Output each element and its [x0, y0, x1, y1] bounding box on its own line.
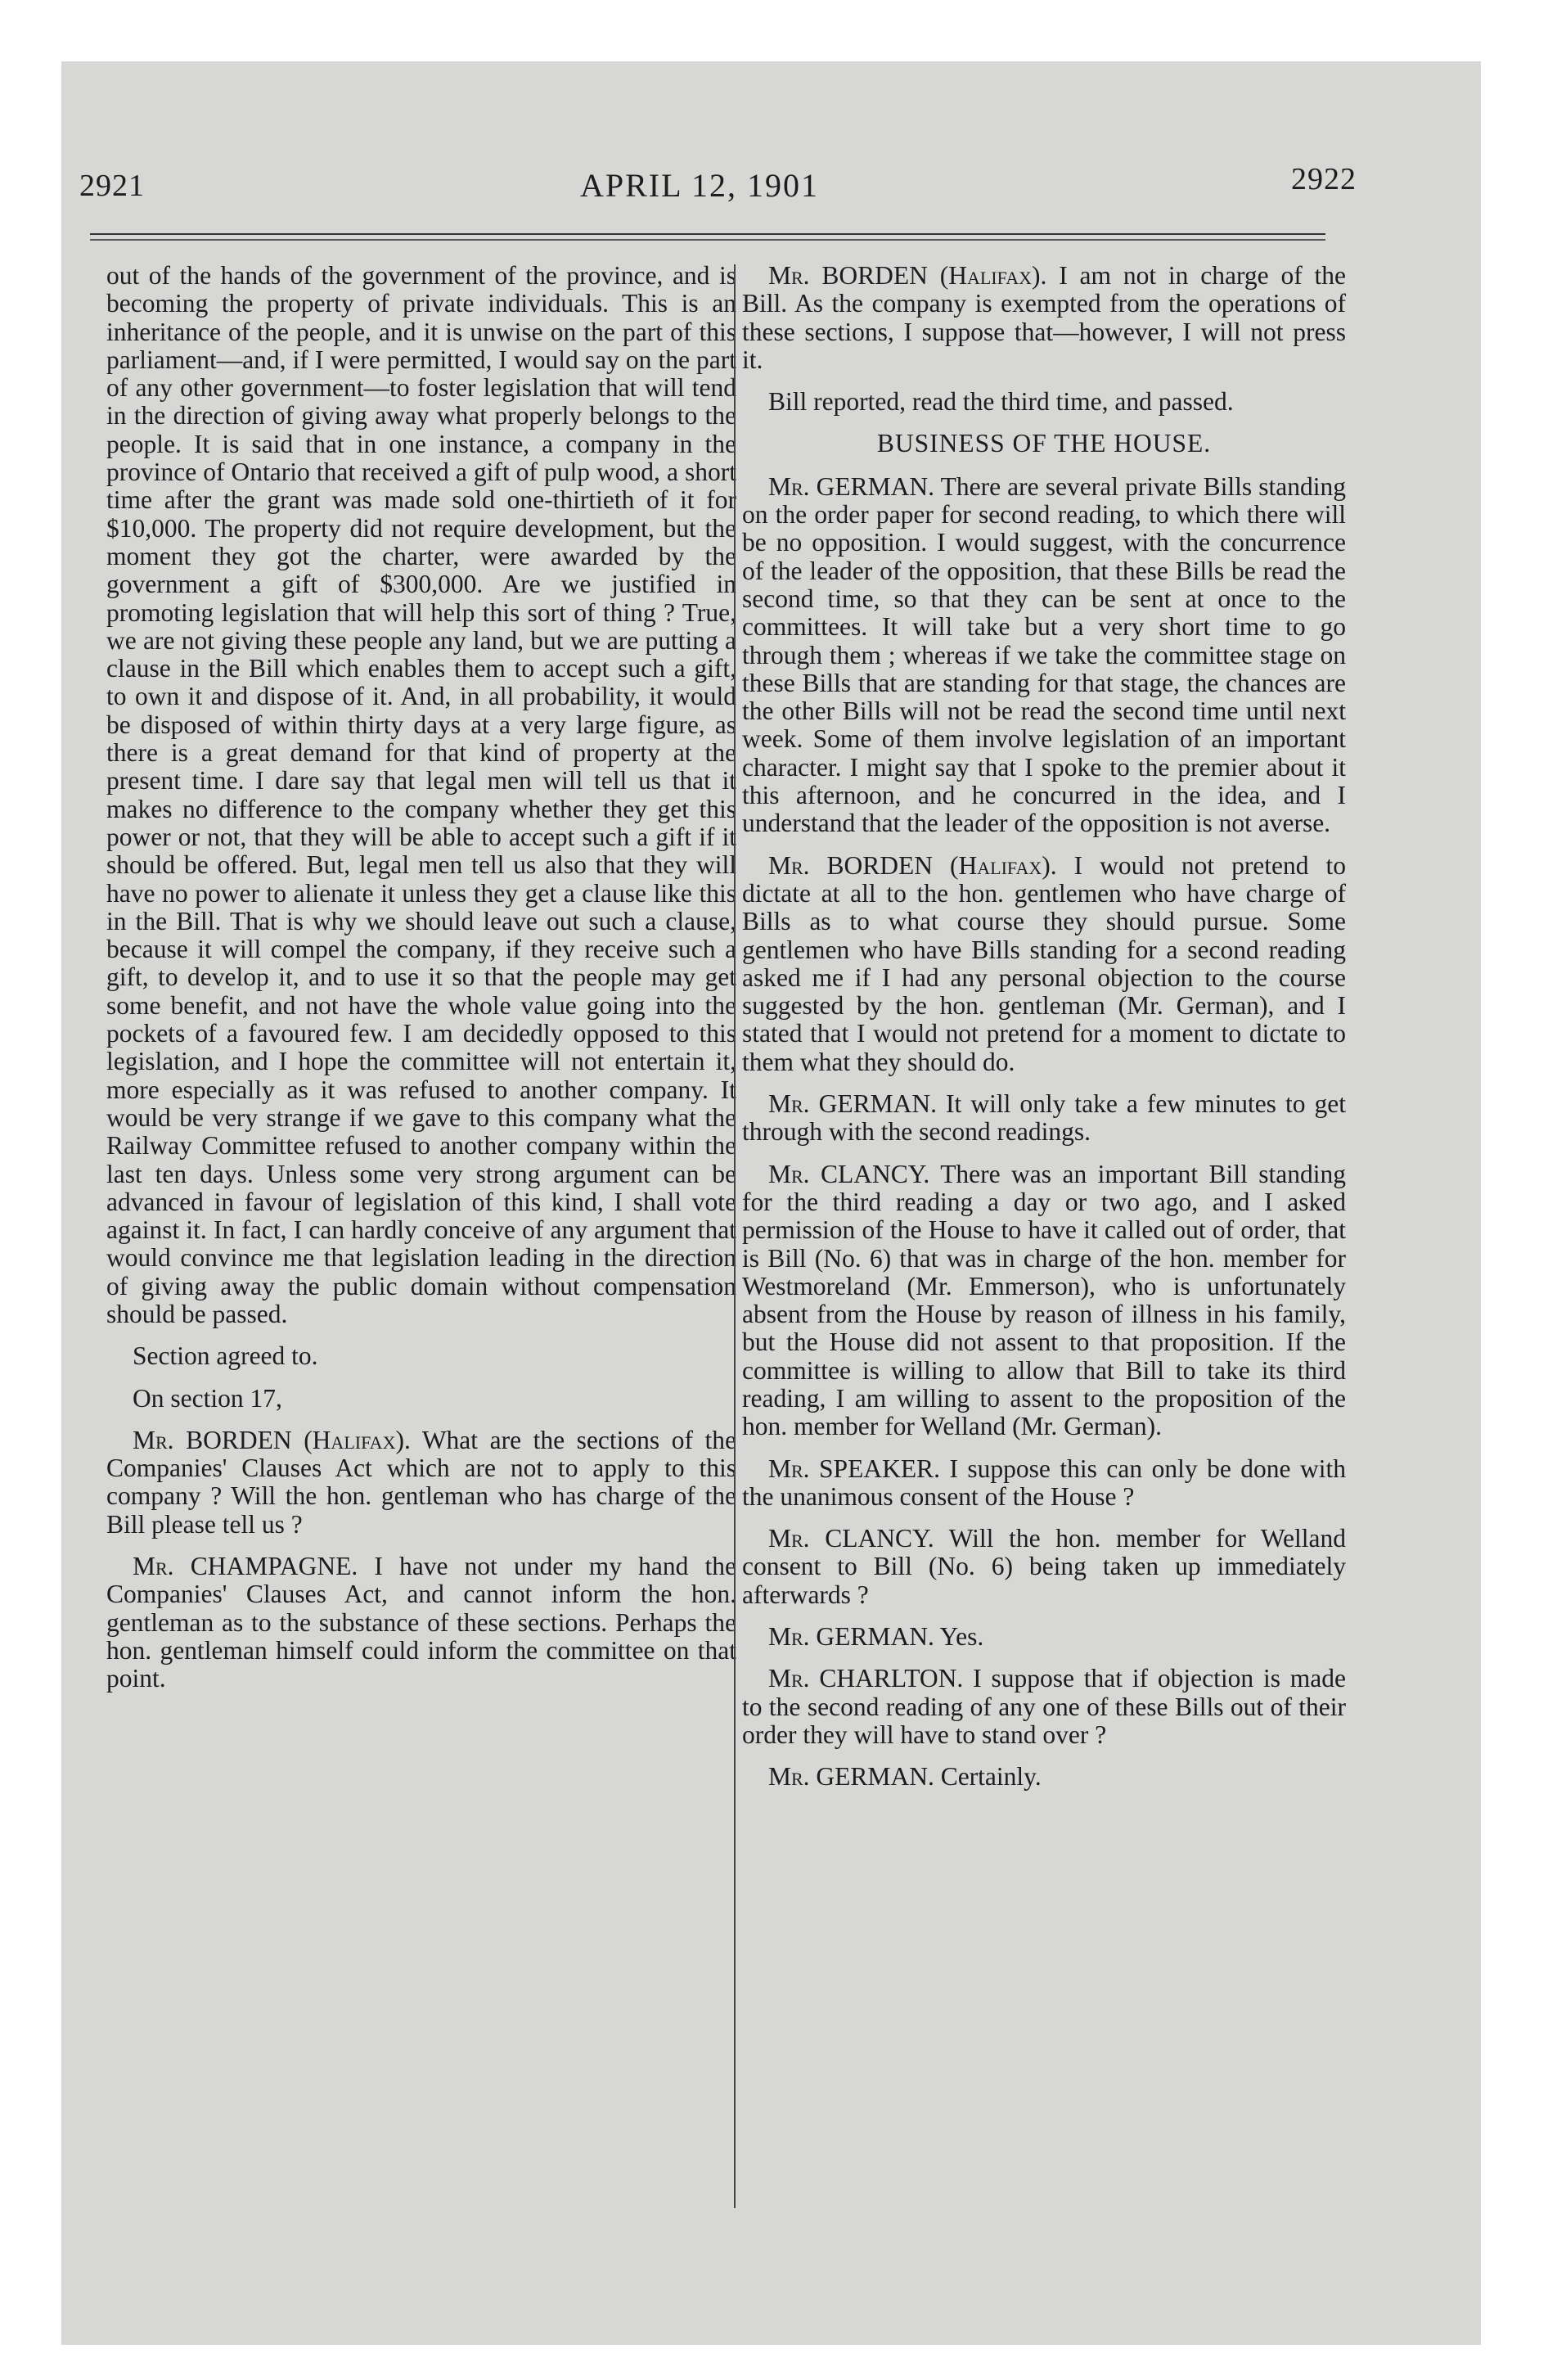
speech: Mr. GERMAN. Certainly. — [768, 1762, 1042, 1792]
header-rule-double — [90, 239, 1325, 241]
speaker-name: Mr. GERMAN. — [768, 471, 935, 501]
speaker-name: Mr. CHAMPAGNE. — [133, 1552, 358, 1581]
speaker-name: Mr. BORDEN (Halifax). — [768, 261, 1047, 290]
right-column — [742, 262, 1346, 1805]
speaker-name: Mr. GERMAN. — [768, 1622, 934, 1652]
speaker-name: Mr. BORDEN (Halifax). — [133, 1425, 411, 1454]
speaker-name: Mr. CLANCY. — [768, 1159, 930, 1188]
speaker-name: Mr. SPEAKER. — [768, 1454, 940, 1483]
scanned-page — [61, 61, 1481, 2345]
speech: Mr. CLANCY. There was an important Bill standing for the third reading a day or two ago, and I asked permission of the House to have it called out of order, that is Bill (No. 6) that was in charge of the hon. member for Westmoreland (Mr. Emmerson), who is unfortunately absent from the House by reason of illness in his family, but the House did not assent to that proposition. If the committee is willing to allow that Bill to take its third reading, I am willing to assent to the proposition of the hon. member for Welland (Mr. German). — [742, 1159, 1346, 1441]
speaker-name: Mr. CLANCY. — [768, 1524, 934, 1553]
speech: Mr. CLANCY. Will the hon. member for Welland consent to Bill (No. 6) being taken up immediately afterwards ? — [742, 1524, 1347, 1609]
speaker-name: Mr. GERMAN. — [768, 1762, 934, 1792]
page-date: APRIL 12, 1901 — [579, 167, 820, 204]
speech: Mr. CHAMPAGNE. I have not under my hand the Companies' Clauses Act, and cannot inform the hon. gentleman as to the substance of these sections. Perhaps the hon. gentleman himself could inform the committee on that point. — [106, 1552, 737, 1693]
page-number-left: 2921 — [79, 169, 145, 203]
speech: Mr. GERMAN. There are several private Bills standing on the order paper for second reading, to which there will be no opposition. I would suggest, with the concurrence of the leader of the opposition, that these Bills be read the second time, so that they can be sent at once to the committees. It will take but a very short time to go through them ; whereas if we take the committee stage on these Bills that are standing for that stage, the chances are the other Bills will not be read the second time until next week. Some of them involve legislation of an important character. I might say that I spoke to the premier about it this afternoon, and he concurred in the idea, and I understand that the leader of the opposition is not averse. — [742, 471, 1347, 838]
speech: Mr. BORDEN (Halifax). I would not pretend to dictate at all to the hon. gentlemen who have charge of Bills as to what course they should pursue. Some gentlemen who have Bills standing for a second reading asked me if I had any personal objection to the course suggested by the hon. gentleman (Mr. German), and I stated that I would not pretend for a moment to dictate to them what they should do. — [742, 850, 1346, 1076]
speech: Mr. BORDEN (Halifax). I am not in charge of the Bill. As the company is exempted from the operations of these sections, I suppose that—however, I will not press it. — [742, 261, 1346, 374]
section-heading: BUSINESS OF THE HOUSE. — [876, 429, 1212, 458]
speaker-name: Mr. GERMAN. — [768, 1089, 937, 1119]
speech: Mr. GERMAN. It will only take a few minutes to get through with the second readings. — [742, 1089, 1347, 1147]
speech: Mr. BORDEN (Halifax). What are the sections of the Companies' Clauses Act which are not to apply to this company ? Will the hon. gentleman who has charge of the Bill please tell us ? — [106, 1425, 736, 1539]
page-header — [61, 61, 1481, 225]
speech: Mr. GERMAN. Yes. — [768, 1622, 984, 1652]
paragraph: Section agreed to. — [133, 1341, 318, 1371]
left-column — [106, 262, 736, 1707]
page-number-right: 2922 — [1291, 162, 1357, 196]
paragraph: On section 17, — [133, 1383, 282, 1413]
speaker-name: Mr. BORDEN (Halifax). — [768, 850, 1057, 880]
paragraph: Bill reported, read the third time, and passed. — [768, 387, 1234, 417]
column-divider — [734, 264, 736, 2208]
speaker-name: Mr. CHARLTON. — [768, 1664, 964, 1693]
speech: Mr. CHARLTON. I suppose that if objection is made to the second reading of any one of these Bills out of their order they will have to stand over ? — [742, 1664, 1346, 1749]
speech: Mr. SPEAKER. I suppose this can only be done with the unanimous consent of the House ? — [742, 1454, 1346, 1511]
header-rule — [90, 233, 1325, 235]
paragraph: out of the hands of the government of the province, and is becoming the property of private individuals. This is an inheritance of the people, and it is unwise on the part of this parliament—and, if I were permitted, I would say on the part of any other government—to foster legislation that will tend in the direction of giving away what properly belongs to the people. It is said that in one instance, a company in the province of Ontario that received a gift of pulp wood, a short time after the grant was made sold one-thirtieth of it for $10,000. The property did not require development, but the moment they got the charter, were awarded by the government a gift of $300,000. Are we justified in promoting legislation that will help this sort of thing ? True, we are not giving these people any land, but we are putting a clause in the Bill which enables them to accept such a gift, to own it and dispose of it. And, in all probability, it would be disposed of within thirty days at a very large figure, as there is a great demand for that kind of property at the present time. I dare say that legal men will tell us that it makes no difference to the company whether they get this power or not, that they will be able to accept such a gift if it should be offered. But, legal men tell us also that they will have no power to alienate it unless they get a clause like this in the Bill. That is why we should leave out such a clause, because it will compel the company, if they receive such a gift, to develop it, and to use it so that the people may get some benefit, and not have the whole value going into the pockets of a favoured few. I am decidedly opposed to this legislation, and I hope the committee will not entertain it, more especially as it was refused to another company. It would be very strange if we gave to this company what the Railway Committee refused to another company within the last ten days. Unless some very strong argument can be advanced in favour of legislation of this kind, I shall vote against it. In fact, I can hardly conceive of any argument that would convince me that legislation leading in the direction of giving away the public domain without compensation should be passed. — [106, 261, 736, 1328]
